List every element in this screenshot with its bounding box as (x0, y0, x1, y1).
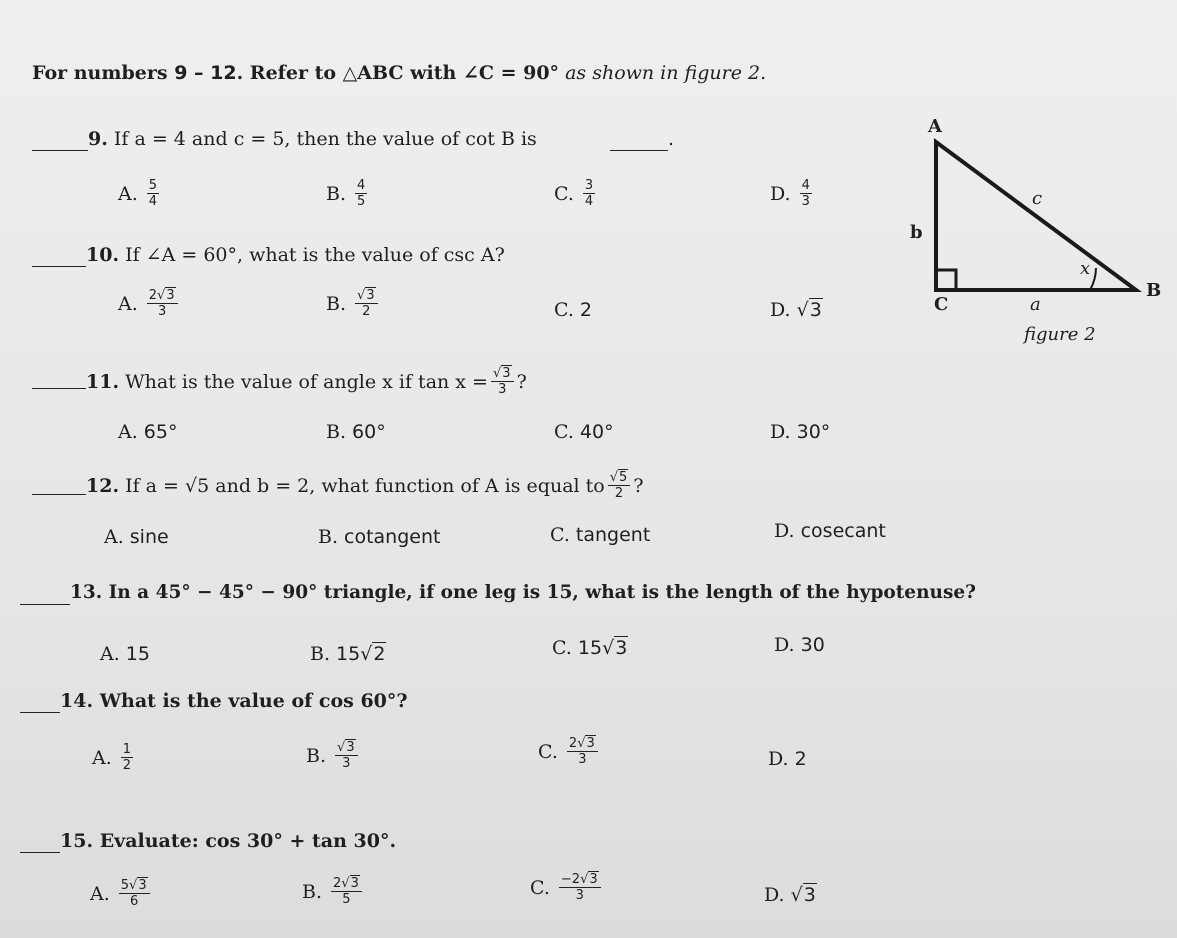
question-12: 12. If a = √5 and b = 2, what function of A is equal to $\frac{√5}{2}$ ? (86, 470, 644, 501)
option-10d[interactable]: D. √ 3 (770, 299, 822, 321)
option-13c[interactable]: C. 15 √ 3 (552, 637, 628, 659)
answer-blank-10[interactable] (32, 266, 86, 267)
figure-caption: figure 2 (1024, 324, 1096, 345)
option-10b[interactable]: B. $\frac{√3}{2}$ (326, 288, 381, 319)
side-b-label: b (910, 222, 923, 243)
option-10a[interactable]: A. $\frac{2√3}{3}$ (118, 288, 181, 319)
option-15b[interactable]: B. $\frac{2√3}{5}$ (302, 876, 365, 907)
option-14b[interactable]: B. $\frac{√3}{3}$ (306, 740, 361, 771)
question-11: 11. What is the value of angle x if tan x = $\frac{√3}{3}$ ? (86, 366, 527, 397)
option-9a[interactable]: A. $\frac{5}{4}$ (118, 178, 158, 209)
side-a-label: a (1030, 294, 1041, 315)
option-9c[interactable]: C. $\frac{3}{4}$ (554, 178, 594, 209)
question-13: 13. In a 45° − 45° − 90° triangle, if one leg is 15, what is the length of the hypotenuse? (70, 582, 977, 603)
option-15d[interactable]: D. √ 3 (764, 884, 816, 906)
answer-blank-14[interactable] (20, 712, 60, 713)
figure-2 (910, 108, 1162, 345)
option-13b[interactable]: B. 15 √ 2 (310, 643, 386, 665)
inline-blank-9[interactable] (610, 150, 668, 151)
side-c-label: c (1032, 188, 1043, 209)
question-14: 14. What is the value of cos 60°? (60, 690, 408, 712)
question-9: 9. If a = 4 and c = 5, then the value of cot B is (88, 128, 537, 150)
vertex-a-label: A (928, 116, 942, 137)
question-9-end: . (668, 128, 675, 150)
answer-blank-11[interactable] (32, 388, 86, 389)
option-15c[interactable]: C. $\frac{-2√3}{3}$ (530, 872, 604, 903)
option-14c[interactable]: C. $\frac{2√3}{3}$ (538, 736, 601, 767)
option-9d[interactable]: D. $\frac{4}{3}$ (770, 178, 810, 209)
option-11a[interactable]: A. 65° (118, 421, 178, 443)
option-10c[interactable]: C. 2 (554, 299, 592, 321)
answer-blank-12[interactable] (32, 494, 86, 495)
vertex-b-label: B (1146, 280, 1162, 301)
option-11b[interactable]: B. 60° (326, 421, 386, 443)
question-10: 10. If ∠A = 60°, what is the value of csc A? (86, 244, 505, 266)
option-12b[interactable]: B. cotangent (318, 526, 441, 548)
answer-blank-13[interactable] (20, 604, 70, 605)
angle-x-label: x (1080, 258, 1091, 279)
option-13a[interactable]: A. 15 (100, 643, 150, 665)
option-11c[interactable]: C. 40° (554, 421, 614, 443)
option-12d[interactable]: D. cosecant (774, 520, 886, 542)
option-13d[interactable]: D. 30 (774, 634, 825, 656)
option-15a[interactable]: A. $\frac{5√3}{6}$ (90, 878, 153, 909)
option-14d[interactable]: D. 2 (768, 748, 807, 770)
answer-blank-9[interactable] (32, 150, 88, 151)
vertex-c-label: C (934, 294, 949, 315)
answer-blank-15[interactable] (20, 852, 60, 853)
option-12c[interactable]: C. tangent (550, 524, 651, 546)
option-14a[interactable]: A. $\frac{1}{2}$ (92, 742, 132, 773)
option-9b[interactable]: B. $\frac{4}{5}$ (326, 178, 366, 209)
instructions: For numbers 9 – 12. Refer to △ABC with ∠C = 90° as shown in figure 2. (32, 62, 767, 84)
option-11d[interactable]: D. 30° (770, 421, 831, 443)
question-15: 15. Evaluate: cos 30° + tan 30°. (60, 830, 397, 852)
option-12a[interactable]: A. sine (104, 526, 169, 548)
